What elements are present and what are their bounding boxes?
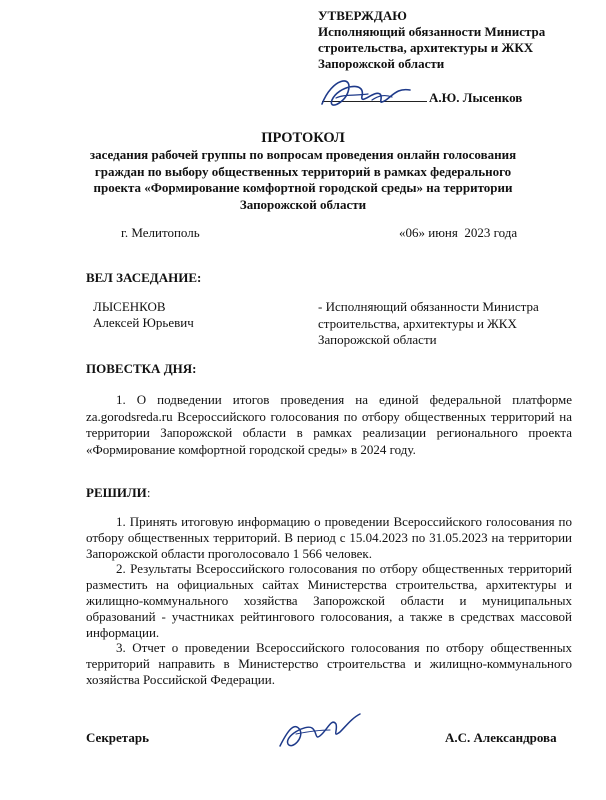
approval-position-line2: строительства, архитектуры и ЖКХ xyxy=(318,40,534,55)
decided-list xyxy=(86,514,572,688)
chair-heading: ВЕЛ ЗАСЕДАНИЕ: xyxy=(86,270,202,285)
meeting-date: «06» июня 2023 года xyxy=(399,225,518,240)
protocol-subject: заседания рабочей группы по вопросам проведения онлайн голосования граждан по выбору общественных территорий в рамках федерального проекта «Формирование комфортной городской среды» на территории Запорожской области xyxy=(89,147,517,212)
chair-role: - Исполняющий обязанности Министра строительства, архитектуры и ЖКХ Запорожской области xyxy=(318,299,539,347)
approval-heading: УТВЕРЖДАЮ xyxy=(318,8,407,23)
approval-position-line3: Запорожской области xyxy=(318,56,445,71)
agenda-item: 1. О подведении итогов проведения на единой федеральной платформе za.gorodsreda.ru Всероссийского голосования по отбору общественных территорий на территории Запорожской области в рамках реализации регионального проекта «Формирование комфортной городской среды» в 2024 году. xyxy=(86,392,572,457)
secretary-label: Секретарь xyxy=(86,730,149,745)
approval-signature xyxy=(314,70,424,118)
decided-item: 1. Принять итоговую информацию о проведении Всероссийского голосования по отбору общественных территорий. В период с 15.04.2023 по 31.05.2023 на территории Запорожской области проголосовало 1 566 человек. xyxy=(86,514,572,561)
page-title: ПРОТОКОЛ xyxy=(261,130,345,146)
approval-position-line1: Исполняющий обязанности Министра xyxy=(318,24,546,39)
agenda-heading: ПОВЕСТКА ДНЯ: xyxy=(86,361,197,376)
decided-colon: : xyxy=(146,485,151,500)
secretary-name: А.С. Александрова xyxy=(445,730,557,745)
secretary-signature xyxy=(270,700,370,760)
decided-heading: РЕШИЛИ xyxy=(86,485,147,500)
decided-item: 3. Отчет о проведении Всероссийского голосования по отбору общественных территорий направить в Министерство строительства и жилищно-коммунального хозяйства Российской Федерации. xyxy=(86,640,572,687)
approval-block xyxy=(318,8,545,72)
approval-signer: А.Ю. Лысенков xyxy=(429,90,523,105)
decided-item: 2. Результаты Всероссийского голосования по отбору общественных территорий разместить на официальных сайтах Министерства строительства, архитектуры и жилищно-коммунального хозяйства Запорожской области и муниципальных образований - участниках рейтингового голосования, а также в средствах массовой информации. xyxy=(86,561,572,640)
meeting-place: г. Мелитополь xyxy=(121,225,200,240)
chair-name: ЛЫСЕНКОВ Алексей Юрьевич xyxy=(93,299,194,330)
decided-heading-wrap xyxy=(86,485,150,501)
agenda-list xyxy=(86,392,572,458)
